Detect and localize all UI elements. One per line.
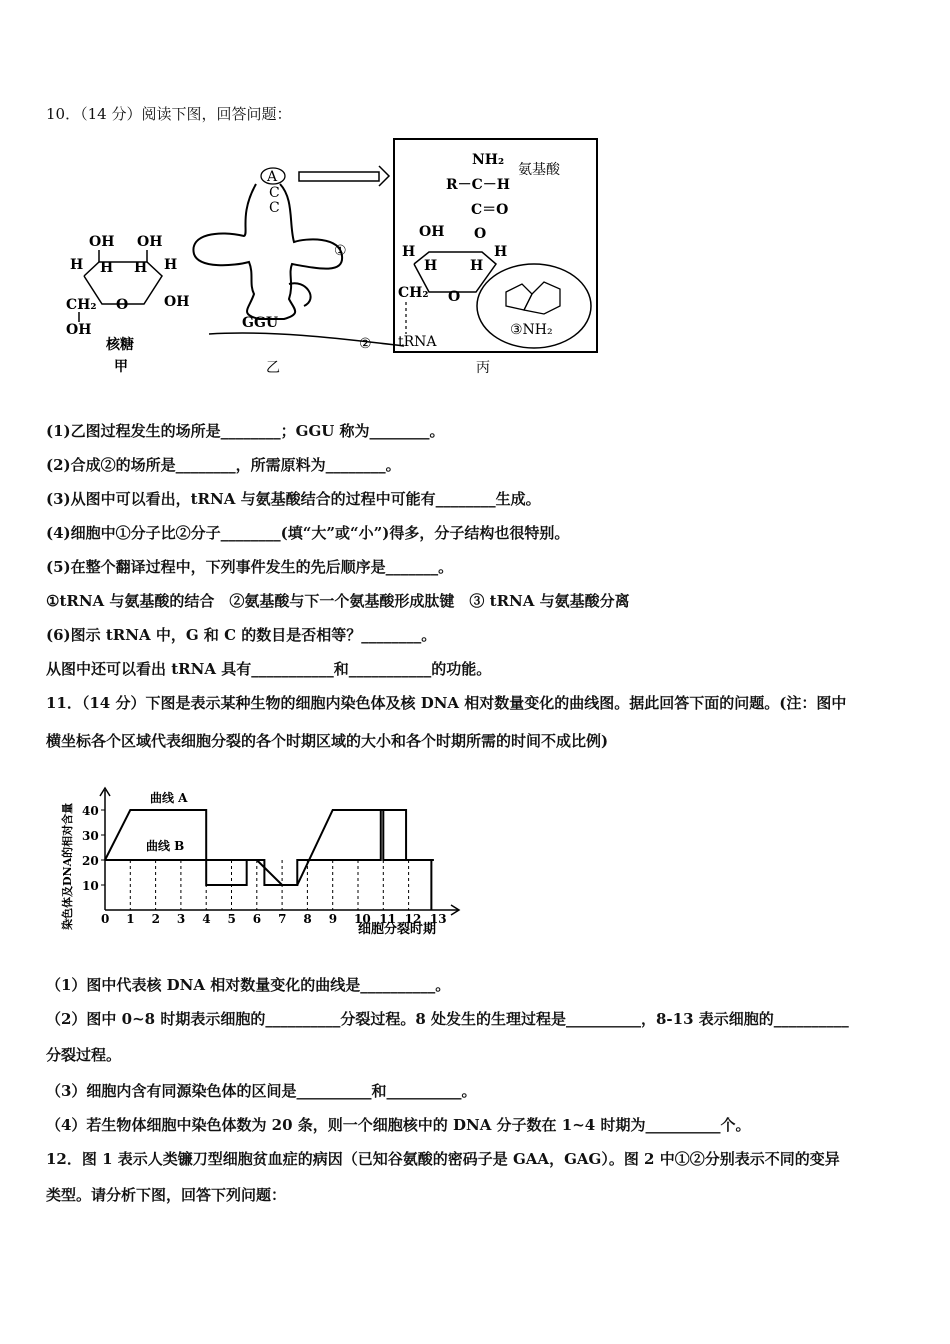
bing-h4: H bbox=[494, 244, 508, 260]
q10-line-5: (5)在整个翻译过程中，下列事件发生的先后顺序是_______。 bbox=[46, 558, 454, 576]
yi-c1: C bbox=[269, 185, 280, 201]
x-tick-label: 7 bbox=[278, 912, 287, 926]
bing-trna: tRNA bbox=[398, 334, 437, 350]
yi-c2: C bbox=[269, 200, 280, 216]
jia-o: O bbox=[116, 297, 129, 313]
bing-label: 丙 bbox=[476, 360, 490, 376]
amino-trna-diagram bbox=[394, 139, 597, 376]
bing-o2: O bbox=[448, 289, 461, 305]
jia-h1: H bbox=[70, 257, 84, 273]
x-tick-label: 1 bbox=[126, 912, 135, 926]
bing-n3: ③NH₂ bbox=[510, 322, 553, 338]
q10-header: 10．（14 分）阅读下图，回答问题： bbox=[46, 105, 292, 123]
bing-h2: H bbox=[424, 258, 438, 274]
chart-xlabel: 细胞分裂时期 bbox=[358, 922, 437, 937]
x-tick-label: 13 bbox=[429, 912, 447, 926]
jia-h3: H bbox=[134, 260, 148, 276]
bing-r: R－C－H bbox=[446, 177, 511, 193]
x-tick-label: 6 bbox=[252, 912, 262, 926]
q10-line-1: (1)乙图过程发生的场所是________；GGU 称为________。 bbox=[46, 422, 445, 440]
q10-line-2: (2)合成②的场所是________，所需原料为________。 bbox=[46, 456, 401, 474]
arrow-right-icon bbox=[299, 172, 379, 181]
q11-line-2: （2）图中 0~8 时期表示细胞的__________分裂过程。8 处发生的生理过程是__________，8-13 表示细胞的__________ bbox=[46, 1010, 849, 1028]
q11-line-3: 分裂过程。 bbox=[46, 1046, 122, 1064]
q11-header-2: 横坐标各个区域代表细胞分裂的各个时期区域的大小和各个时期所需的时间不成比例) bbox=[46, 732, 609, 750]
curve-b-label: 曲线 B bbox=[146, 839, 185, 853]
jia-oh2: OH bbox=[137, 234, 163, 250]
x-tick-label: 9 bbox=[328, 912, 338, 926]
bing-amino: 氨基酸 bbox=[518, 162, 560, 178]
jia-oh1: OH bbox=[89, 234, 115, 250]
x-tick-label: 4 bbox=[202, 912, 211, 926]
q10-line-7: (6)图示 tRNA 中，G 和 C 的数目是否相等？________。 bbox=[46, 626, 437, 644]
x-tick-label: 11 bbox=[379, 912, 397, 926]
ribose-diagram bbox=[66, 234, 189, 375]
x-tick-label: 2 bbox=[151, 912, 160, 926]
y-tick-label: 40 bbox=[82, 804, 99, 818]
q12-line-2: 类型。请分析下图，回答下列问题： bbox=[46, 1186, 287, 1204]
x-tick-label: 5 bbox=[227, 912, 236, 926]
q11-line-5: （4）若生物体细胞中染色体数为 20 条，则一个细胞核中的 DNA 分子数在 1~4 时期为__________个。 bbox=[46, 1116, 751, 1134]
bing-h1: H bbox=[402, 244, 416, 260]
jia-label: 甲 bbox=[114, 359, 128, 375]
q10-line-3: (3)从图中可以看出，tRNA 与氨基酸结合的过程中可能有________生成。 bbox=[46, 490, 541, 508]
x-tick-label: 12 bbox=[404, 912, 422, 926]
q11-line-1: （1）图中代表核 DNA 相对数量变化的曲线是__________。 bbox=[46, 976, 451, 994]
yi-label: 乙 bbox=[266, 360, 280, 376]
bing-h3: H bbox=[470, 258, 484, 274]
jia-h2: H bbox=[100, 260, 114, 276]
q10-figure bbox=[44, 134, 604, 384]
q11-header-1: 11．（14 分）下图是表示某种生物的细胞内染色体及核 DNA 相对数量变化的曲线图。据此回答下面的问题。(注：图中 bbox=[46, 694, 847, 712]
x-tick-label: 0 bbox=[101, 912, 110, 926]
yi-ggu: GGU bbox=[242, 315, 279, 331]
q10-line-4: (4)细胞中①分子比②分子________(填“大”或“小”)得多，分子结构也很特别。 bbox=[46, 524, 570, 542]
bing-ch2: CH₂ bbox=[398, 285, 429, 301]
yi-circle1: ① bbox=[334, 243, 347, 259]
y-tick-label: 10 bbox=[82, 879, 99, 893]
jia-oh3: OH bbox=[66, 322, 92, 338]
jia-name: 核糖 bbox=[106, 337, 134, 353]
x-tick-label: 3 bbox=[176, 912, 186, 926]
chart-ylabel: 染色体及DNA的相对含量 bbox=[61, 802, 74, 930]
bing-o: O bbox=[474, 226, 487, 242]
x-tick-label: 10 bbox=[354, 912, 371, 926]
dna-chromosome-chart bbox=[58, 770, 470, 940]
y-tick-label: 20 bbox=[82, 854, 99, 868]
jia-h4: H bbox=[164, 257, 178, 273]
q10-line-8: 从图中还可以看出 tRNA 具有___________和___________的功能。 bbox=[46, 660, 492, 678]
q11-line-4: （3）细胞内含有同源染色体的区间是__________和__________。 bbox=[46, 1082, 477, 1100]
bing-nh2: NH₂ bbox=[472, 152, 505, 168]
y-tick-label: 30 bbox=[82, 829, 99, 843]
jia-oh4: OH bbox=[164, 294, 190, 310]
bing-oh: OH bbox=[419, 224, 445, 240]
bing-co: C＝O bbox=[471, 202, 509, 218]
q10-line-6: ①tRNA 与氨基酸的结合 ②氨基酸与下一个氨基酸形成肽键 ③ tRNA 与氨基酸分离 bbox=[46, 592, 630, 610]
trna-diagram bbox=[193, 166, 404, 376]
yi-a: A bbox=[267, 169, 278, 185]
q12-line-1: 12．图 1 表示人类镰刀型细胞贫血症的病因（已知谷氨酸的密码子是 GAA，GAG）。图 2 中①②分别表示不同的变异 bbox=[46, 1150, 840, 1168]
curve-a-label: 曲线 A bbox=[150, 791, 188, 805]
x-tick-label: 8 bbox=[303, 912, 312, 926]
jia-ch2: CH₂ bbox=[66, 297, 97, 313]
yi-circle2: ② bbox=[359, 336, 372, 352]
